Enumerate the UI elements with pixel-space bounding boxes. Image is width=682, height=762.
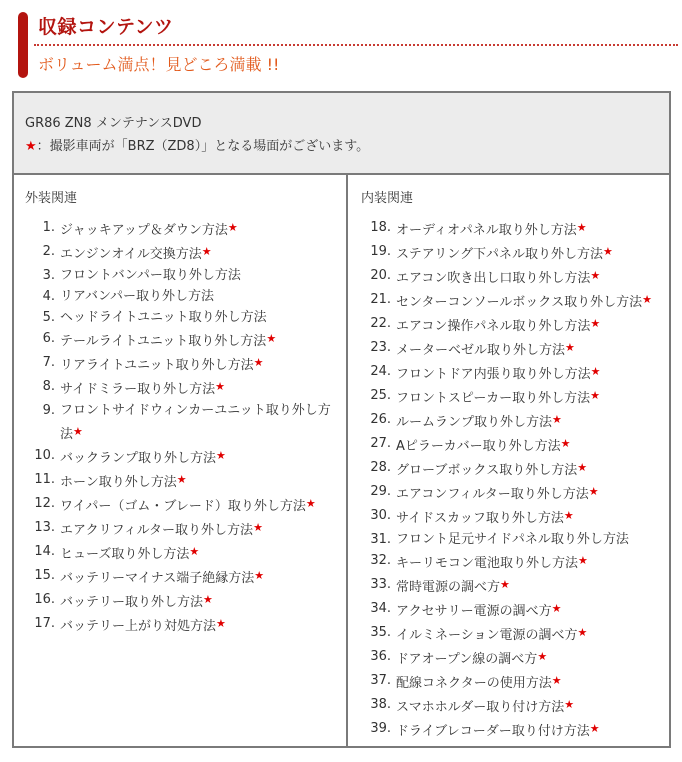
item-label-text: フロントサイドウィンカーユニット取り外し方法 [60, 403, 331, 442]
list-item [366, 622, 666, 646]
item-number: 25. [370, 388, 391, 403]
star-icon: ★ [588, 485, 599, 498]
star-icon: ★ [560, 437, 571, 450]
item-label [60, 307, 334, 328]
item-label [396, 505, 666, 529]
item-label-text: フロントバンパー取り外し方法 [60, 268, 241, 283]
item-label-text: イルミネーション電源の調べ方 [396, 628, 578, 643]
item-label [60, 445, 334, 469]
item-label [396, 361, 666, 385]
list-item [366, 289, 666, 313]
list-item [366, 313, 666, 337]
list-item [34, 589, 334, 613]
list-item [34, 445, 334, 469]
item-label-text: バッテリー上がり対処方法 [60, 619, 217, 634]
item-label-text: バッテリーマイナス端子絶縁方法 [60, 571, 255, 586]
item-label [60, 376, 334, 400]
item-label-text: ステアリング下パネル取り外し方法 [396, 247, 603, 262]
star-icon: ★ [551, 602, 562, 615]
item-number: 30. [370, 508, 391, 523]
item-number: 17. [34, 616, 55, 631]
table-header [14, 93, 669, 175]
item-label-text: バッテリー取り外し方法 [60, 595, 204, 610]
star-icon: ★ [565, 341, 575, 354]
list-item [366, 481, 666, 505]
item-number: 18. [370, 220, 391, 235]
item-label [396, 313, 666, 337]
item-label-text: メーターベゼル取り外し方法 [396, 343, 566, 358]
item-number: 35. [370, 625, 391, 640]
item-number: 8. [42, 379, 55, 394]
star-icon: ★ [500, 578, 510, 591]
item-label-text: バックランプ取り外し方法 [60, 451, 217, 466]
list-item [366, 361, 666, 385]
item-number: 20. [370, 268, 391, 283]
star-icon: ★ [537, 650, 548, 663]
filming-note-text: ：撮影車両が「BRZ（ZD8）」となる場面がございます。 [36, 139, 370, 154]
heading-dotted-divider [34, 44, 678, 46]
list-item [366, 409, 666, 433]
item-number: 19. [370, 244, 391, 259]
item-number: 31. [370, 532, 391, 547]
item-label-text: エンジンオイル交換方法 [60, 247, 202, 262]
star-icon: ★ [254, 569, 265, 582]
item-label-text: フロントドア内張り取り外し方法 [396, 367, 591, 382]
item-label [60, 352, 334, 376]
item-label-text: Aピラーカバー取り外し方法 [396, 439, 561, 454]
item-label [396, 550, 666, 574]
item-label [396, 241, 666, 265]
list-item [34, 517, 334, 541]
item-label-text: サイドミラー取り外し方法 [60, 382, 216, 397]
star-icon: ★ [564, 698, 575, 711]
item-label [60, 286, 334, 307]
item-label [396, 622, 666, 646]
list-item [34, 307, 334, 328]
item-label-text: フロント足元サイドパネル取り外し方法 [396, 532, 629, 547]
item-number: 29. [370, 484, 391, 499]
item-number: 38. [370, 697, 391, 712]
item-label-text: エアコン操作パネル取り外し方法 [396, 319, 591, 334]
item-label-text: ドライブレコーダー取り付け方法 [396, 724, 590, 739]
star-icon: ★ [551, 674, 562, 687]
star-icon: ★ [305, 497, 316, 510]
item-number: 15. [34, 568, 55, 583]
list-item [366, 433, 666, 457]
item-number: 36. [370, 649, 391, 664]
item-label-text: ルームランプ取り外し方法 [396, 415, 553, 430]
list-item [366, 646, 666, 670]
list-item [366, 550, 666, 574]
item-label-text: 配線コネクターの使用方法 [396, 676, 552, 691]
item-number: 34. [370, 601, 391, 616]
item-label [396, 718, 666, 742]
list-item [34, 328, 334, 352]
item-number: 22. [370, 316, 391, 331]
heading-subtitle: ボリューム満点！見どころ満載 !! [38, 55, 280, 74]
star-icon: ★ [266, 332, 277, 345]
item-number: 6. [42, 331, 55, 346]
item-label-text: ドアオープン線の調べ方 [396, 652, 538, 667]
list-item [366, 457, 666, 481]
item-label-text: フロントスピーカー取り外し方法 [396, 391, 591, 406]
list-item [34, 400, 334, 445]
item-number: 13. [34, 520, 55, 535]
item-label-text: キーリモコン電池取り外し方法 [396, 556, 579, 571]
star-icon: ★ [577, 626, 588, 639]
item-label-text: オーディオパネル取り外し方法 [396, 223, 577, 238]
item-label [396, 670, 666, 694]
list-item [34, 286, 334, 307]
list-item [366, 241, 666, 265]
item-label-text: ジャッキアップ＆ダウン方法 [60, 223, 228, 238]
item-label-text: サイドスカッフ取り外し方法 [396, 511, 564, 526]
exterior-column [14, 175, 348, 746]
item-number: 12. [34, 496, 55, 511]
item-label-text: 常時電源の調べ方 [396, 580, 501, 595]
list-item [366, 694, 666, 718]
list-item [366, 385, 666, 409]
interior-column [350, 175, 669, 746]
item-number: 1. [42, 220, 55, 235]
star-icon: ★ [552, 413, 562, 426]
item-label-text: エアクリフィルター取り外し方法 [60, 523, 254, 538]
item-label [396, 694, 666, 718]
item-label [396, 265, 666, 289]
item-label [396, 289, 666, 313]
item-number: 16. [34, 592, 55, 607]
star-icon: ★ [25, 139, 37, 154]
list-item [366, 505, 666, 529]
star-icon: ★ [227, 221, 238, 234]
list-item [34, 241, 334, 265]
item-label-text: ヒューズ取り外し方法 [60, 547, 190, 562]
item-label-text: グローブボックス取り外し方法 [396, 463, 578, 478]
star-icon: ★ [203, 593, 213, 606]
star-icon: ★ [590, 365, 601, 378]
item-label [60, 517, 334, 541]
item-label [396, 409, 666, 433]
star-icon: ★ [563, 509, 574, 522]
star-icon: ★ [590, 317, 601, 330]
item-label-text: リアバンパー取り外し方法 [60, 289, 215, 304]
exterior-column-title: 外装関連 [25, 191, 78, 206]
item-label [396, 457, 666, 481]
interior-column-title: 内装関連 [361, 191, 414, 206]
item-label [396, 481, 666, 505]
item-number: 23. [370, 340, 391, 355]
star-icon: ★ [253, 521, 263, 534]
item-label-text: ワイパー（ゴム・ブレード）取り外し方法 [60, 499, 306, 514]
item-number: 10. [34, 448, 55, 463]
item-number: 9. [42, 403, 55, 418]
item-number: 5. [42, 310, 55, 325]
list-item [34, 469, 334, 493]
item-label [396, 337, 666, 361]
item-label [396, 598, 666, 622]
item-label [60, 589, 334, 613]
star-icon: ★ [590, 389, 600, 402]
item-number: 4. [42, 289, 55, 304]
item-number: 33. [370, 577, 391, 592]
item-number: 28. [370, 460, 391, 475]
list-item [366, 718, 666, 742]
list-item [34, 352, 334, 376]
heading-accent-bar [18, 12, 28, 78]
star-icon: ★ [216, 449, 226, 462]
item-number: 39. [370, 721, 391, 736]
item-label [396, 385, 666, 409]
star-icon: ★ [576, 221, 587, 234]
item-number: 3. [42, 268, 55, 283]
filming-note [25, 138, 669, 156]
item-label [396, 433, 666, 457]
item-label [396, 217, 666, 241]
item-label-text: エアコンフィルター取り外し方法 [396, 487, 589, 502]
exterior-item-list [34, 217, 334, 637]
list-item [366, 217, 666, 241]
star-icon: ★ [589, 722, 600, 735]
item-number: 26. [370, 412, 391, 427]
list-item [34, 613, 334, 637]
item-number: 2. [42, 244, 55, 259]
item-number: 11. [34, 472, 55, 487]
item-label-text: ホーン取り外し方法 [60, 475, 177, 490]
item-label [60, 565, 334, 589]
list-item [34, 541, 334, 565]
item-number: 7. [42, 355, 55, 370]
star-icon: ★ [216, 617, 226, 630]
item-number: 27. [370, 436, 391, 451]
item-number: 14. [34, 544, 55, 559]
item-label [396, 529, 666, 550]
star-icon: ★ [642, 293, 652, 306]
star-icon: ★ [590, 269, 601, 282]
star-icon: ★ [73, 425, 83, 438]
item-label [60, 400, 334, 445]
list-item [34, 493, 334, 517]
item-label-text: スマホホルダー取り付け方法 [396, 700, 565, 715]
list-item [34, 217, 334, 241]
list-item [366, 670, 666, 694]
item-number: 21. [370, 292, 391, 307]
item-label-text: エアコン吹き出し口取り外し方法 [396, 271, 591, 286]
list-item [34, 265, 334, 286]
list-item [366, 529, 666, 550]
list-item [366, 598, 666, 622]
interior-item-list [366, 217, 666, 742]
star-icon: ★ [176, 473, 187, 486]
item-number: 37. [370, 673, 391, 688]
heading-title: 収録コンテンツ [38, 16, 174, 38]
item-label-text: ヘッドライトユニット取り外し方法 [60, 310, 267, 325]
item-label [60, 328, 334, 352]
list-item [366, 265, 666, 289]
item-label [60, 613, 334, 637]
item-label [60, 265, 334, 286]
product-title: GR86 ZN8 メンテナンスDVD [25, 116, 202, 131]
list-item [34, 565, 334, 589]
star-icon: ★ [189, 545, 200, 558]
section-heading [18, 6, 664, 76]
item-label-text: リアライトユニット取り外し方法 [60, 358, 254, 373]
item-label [60, 469, 334, 493]
item-number: 24. [370, 364, 391, 379]
item-label [60, 493, 334, 517]
item-label [396, 646, 666, 670]
star-icon: ★ [577, 461, 588, 474]
star-icon: ★ [201, 245, 212, 258]
item-label [396, 574, 666, 598]
item-label [60, 217, 334, 241]
star-icon: ★ [253, 356, 264, 369]
star-icon: ★ [602, 245, 613, 258]
star-icon: ★ [215, 380, 225, 393]
list-item [366, 337, 666, 361]
list-item [366, 574, 666, 598]
item-label-text: センターコンソールボックス取り外し方法 [396, 295, 643, 310]
list-item [34, 376, 334, 400]
item-label-text: テールライトユニット取り外し方法 [60, 334, 267, 349]
item-label [60, 241, 334, 265]
star-icon: ★ [578, 554, 588, 567]
item-label [60, 541, 334, 565]
item-number: 32. [370, 553, 391, 568]
item-label-text: アクセサリー電源の調べ方 [396, 604, 552, 619]
contents-table [12, 91, 671, 748]
